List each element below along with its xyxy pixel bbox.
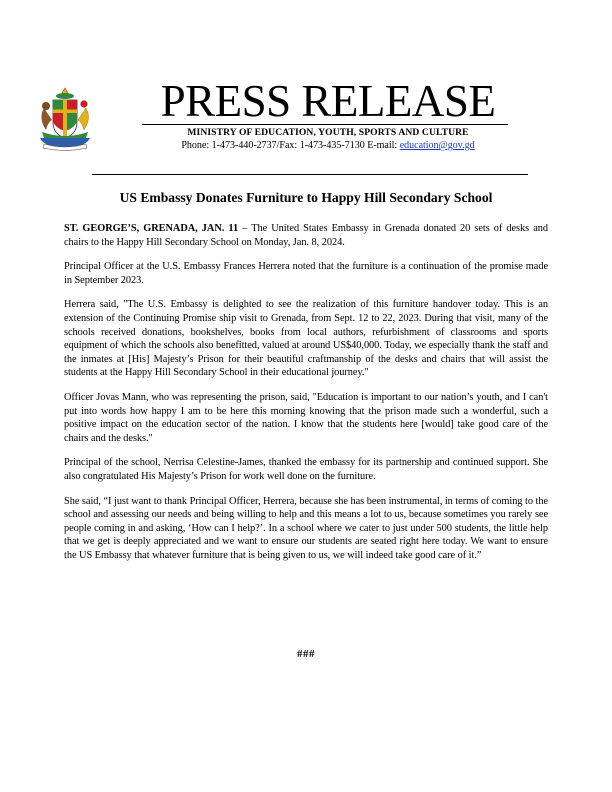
paragraph-4: Officer Jovas Mann, who was representing the prison, said, "Education is important to our nation’s youth, and I can't put into words how happy I am to be here this morning knowing that the prison made such a wonderful, such a positive impact on the education sector of the nation. I know that the students here [would] take good care of the chairs and the desks." bbox=[64, 391, 548, 444]
header-divider bbox=[92, 174, 528, 175]
coat-of-arms-icon bbox=[34, 86, 96, 152]
paragraph-2: Principal Officer at the U.S. Embassy Frances Herrera noted that the furniture is a continuation of the promise made in September 2023. bbox=[64, 261, 548, 286]
paragraph-dateline bbox=[64, 222, 548, 249]
paragraph-5: Principal of the school, Nerrisa Celestine-James, thanked the embassy for its partnership and continued support. She also congratulated His Majesty’s Prison for work well done on the furniture. bbox=[64, 457, 548, 482]
paragraph-3: Herrera said, "The U.S. Embassy is delighted to see the realization of this furniture handover today. This is an extension of the Continuing Promise ship visit to Grenada, from Sept. 12 to 22, 2023. During that visit, many of the schools received donations, bookshelves, books from local authors, refurbishment of classrooms and sports equipment of which the schools also benefitted, valued at around US$40,000. Today, we especially thank the staff and the inmates at [His] Majesty’s Prison for their beautiful craftmanship of the desks and chairs that will assist the students at the Happy Hill Secondary School in their educational journey." bbox=[64, 299, 548, 379]
press-release-title: PRESS RELEASE bbox=[160, 76, 496, 126]
contact-phone-fax: Phone: 1-473-440-2737/Fax: 1-473-435-7130 E-mail: bbox=[181, 140, 400, 151]
article-headline: US Embassy Donates Furniture to Happy Hill Secondary School bbox=[119, 190, 493, 205]
paragraph-1-text: – The United States Embassy in Grenada donated 20 sets of desks and chairs to the Happy Hill Secondary School on Monday, Jan. 8, 2024. bbox=[64, 223, 548, 248]
email-link[interactable]: education@gov.gd bbox=[399, 140, 475, 151]
article-body bbox=[64, 222, 548, 573]
ministry-name: MINISTRY OF EDUCATION, YOUTH, SPORTS AND CULTURE bbox=[187, 127, 469, 138]
title-underline bbox=[142, 124, 508, 125]
contact-line bbox=[96, 140, 560, 151]
dateline: ST. GEORGE’S, GRENADA, JAN. 11 bbox=[64, 223, 239, 234]
paragraph-6: She said, “I just want to thank Principal Officer, Herrera, because she has been instrumental, in terms of coming to the school and assessing our needs and being willing to help and this means a lot to us, because sometimes you rarely see people coming in and asking, ‘How can I help?’. In a school where we cater to just under 500 students, the little help that we get is deeply appreciated and we want to ensure our students are seated right here today. We want to ensure the US Embassy that whatever furniture that is being given to us, we will indeed take good care of it.” bbox=[64, 495, 548, 561]
end-mark: ### bbox=[297, 648, 315, 660]
